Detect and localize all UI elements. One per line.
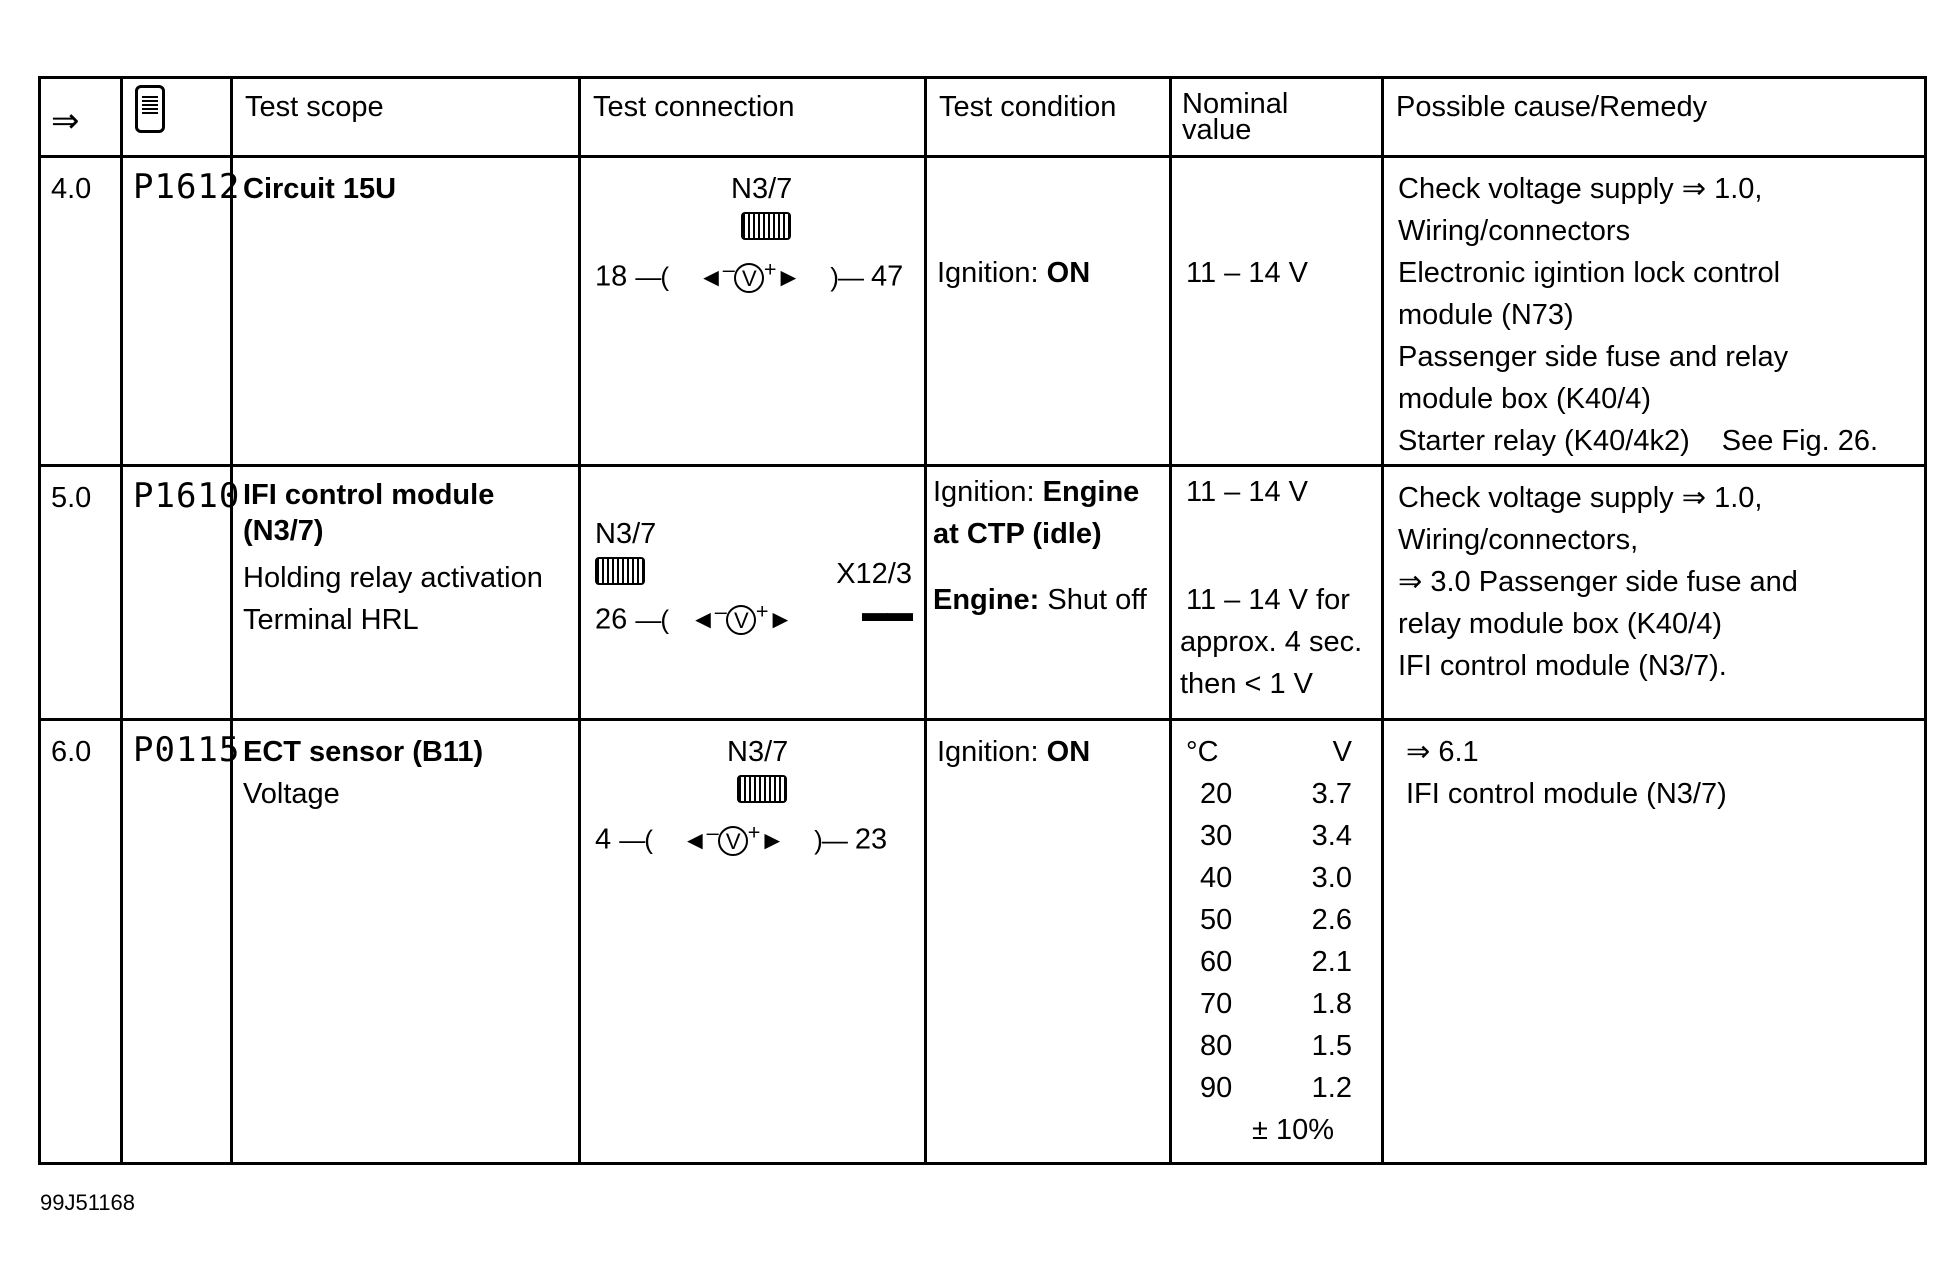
pin-right: 23	[854, 823, 888, 856]
temp-voltage-pair: 40 3.0	[1200, 862, 1352, 895]
temp-voltage-pair: 20 3.7	[1200, 778, 1352, 811]
remedy-list: Check voltage supply ⇒ 1.0, Wiring/connectors Electronic igintion lock control module (N73) Passenger side fuse and relay module box (K40/4) Starter relay (K40/4k2) See Fig. 26.	[1398, 173, 1879, 458]
header-tester-cell	[122, 78, 232, 157]
test-condition: Ignition: Engine at CTP (idle) Engine: Shut off	[933, 475, 1147, 616]
temp-voltage-pair: 70 1.8	[1200, 988, 1352, 1021]
nominal-value: 11 – 14 V	[1186, 257, 1309, 290]
plug-left-icon: —(	[635, 604, 668, 635]
test-condition: Ignition: ON	[937, 257, 1091, 290]
fault-code: P0115	[133, 730, 241, 771]
pin-left: 4	[595, 823, 612, 856]
tester-icon	[135, 85, 165, 133]
scope-title: Circuit 15U	[243, 173, 397, 206]
header-nominal-value: Nominal value	[1171, 78, 1383, 157]
table-row	[40, 157, 1926, 466]
header-test-connection: Test connection	[580, 78, 926, 157]
fault-code: P1612	[133, 167, 241, 208]
step-number: 4.0	[51, 173, 92, 206]
temp-voltage-pair: 90 1.2	[1200, 1072, 1352, 1105]
test-connection-diagram	[581, 721, 924, 861]
ecu-connector-icon	[737, 775, 787, 803]
temp-voltage-pair: 80 1.5	[1200, 1030, 1352, 1063]
module-label-right: X12/3	[836, 557, 912, 590]
ground-icon: ▬▬	[862, 596, 912, 627]
module-label: N3/7	[731, 173, 793, 206]
table-row	[40, 720, 1926, 1164]
pin-left: 26	[595, 603, 628, 636]
plug-right-icon: )—	[814, 824, 847, 855]
test-connection-diagram	[581, 158, 924, 298]
temp-voltage-pair: 50 2.6	[1200, 904, 1352, 937]
ecu-connector-icon	[595, 557, 645, 585]
ecu-connector-icon	[741, 212, 791, 240]
pin-left: 18	[595, 260, 628, 293]
plug-right-icon: )—	[830, 261, 863, 292]
pin-right: 47	[871, 260, 904, 293]
remedy-list: Check voltage supply ⇒ 1.0, Wiring/connectors, ⇒ 3.0 Passenger side fuse and relay module box (K40/4) IFI control module (N3/7).	[1398, 481, 1798, 682]
test-condition: Ignition: ON	[937, 736, 1091, 769]
figure-id: 99J51168	[40, 1190, 136, 1215]
step-number: 5.0	[51, 481, 92, 514]
remedy-list: ⇒ 6.1 IFI control module (N3/7)	[1406, 736, 1727, 811]
arrow-icon: ⇒	[51, 102, 80, 140]
voltmeter-icon: ◄– V +►	[690, 598, 793, 635]
voltmeter-icon: ◄– V +►	[698, 256, 801, 292]
header-row	[40, 78, 1926, 157]
tolerance: ± 10%	[1252, 1114, 1335, 1147]
nominal-value-table: °C V 20 3.7 30 3.4 40 3.0 50 2.6 60 2.1 70 1.8 80 1.5 90 1.2 ± 10%	[1172, 721, 1381, 1151]
diagnostic-table	[38, 76, 1927, 1165]
header-test-scope: Test scope	[232, 78, 580, 157]
figure-reference: See Fig. 26.	[1721, 425, 1879, 458]
module-label: N3/7	[727, 736, 789, 769]
temp-voltage-pair: 30 3.4	[1200, 820, 1352, 853]
nominal-value: 11 – 14 V 11 – 14 V for approx. 4 sec. then < 1 V	[1180, 475, 1363, 700]
table-row	[40, 465, 1926, 719]
header-possible-cause: Possible cause/Remedy	[1383, 78, 1926, 157]
scope-text: IFI control module (N3/7) Holding relay activation Terminal HRL	[243, 478, 543, 636]
step-number: 6.0	[51, 736, 92, 769]
fault-code: P1610	[133, 475, 241, 516]
scope-text: ECT sensor (B11) Voltage	[243, 736, 484, 811]
test-connection-diagram	[581, 467, 924, 641]
voltmeter-icon: ◄– V +►	[681, 819, 785, 855]
plug-left-icon: —(	[619, 824, 652, 855]
plug-left-icon: —(	[635, 261, 668, 292]
header-test-condition: Test condition	[926, 78, 1171, 157]
temp-voltage-pair: 60 2.1	[1200, 946, 1352, 979]
module-label: N3/7	[595, 517, 657, 550]
header-arrow-cell	[40, 78, 122, 157]
